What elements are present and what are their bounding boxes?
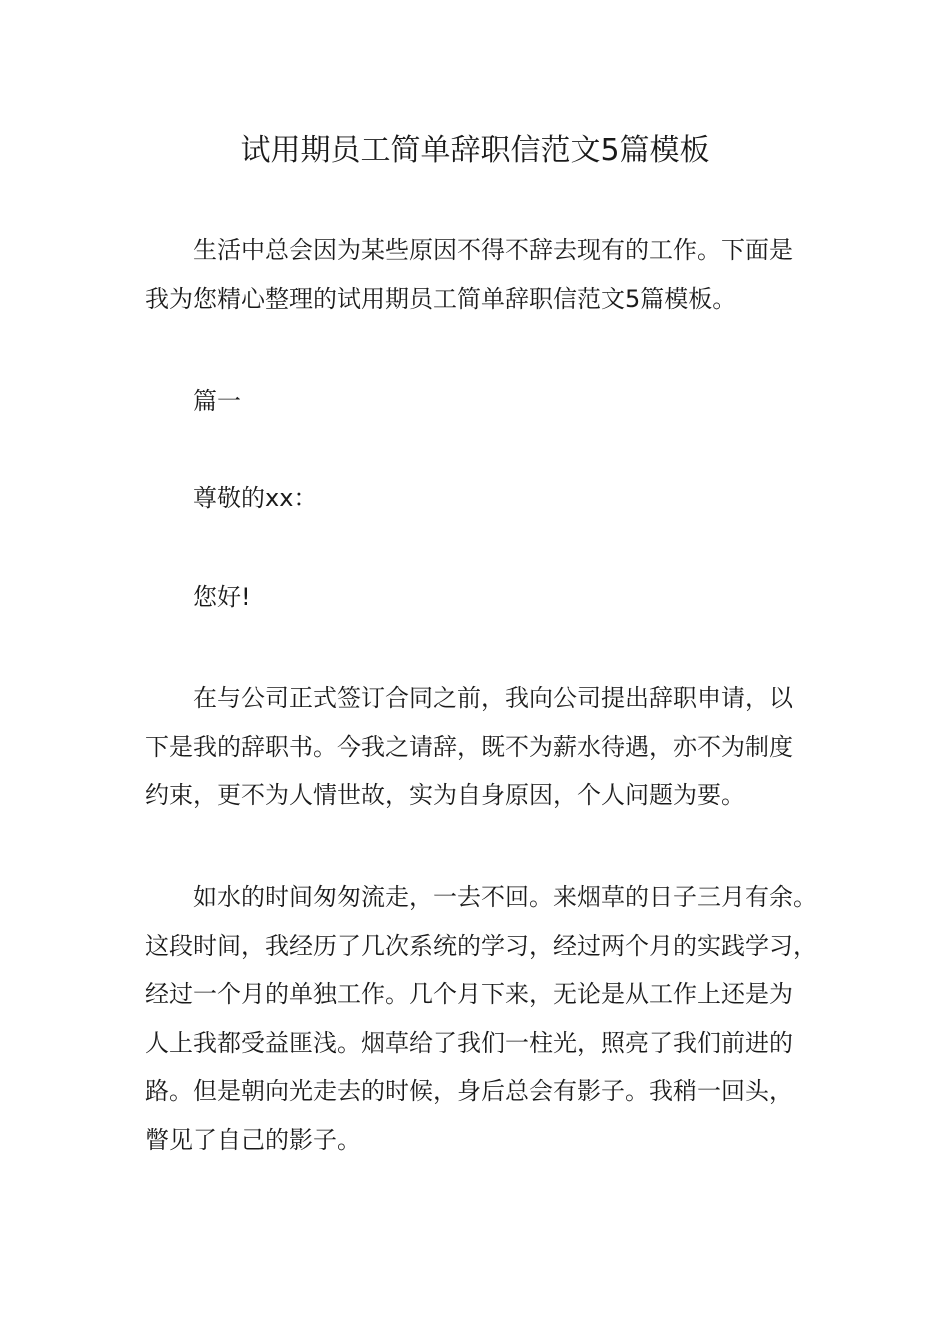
salutation-text: 尊敬的xx：: [193, 484, 318, 512]
intro-paragraph: [145, 226, 825, 323]
text-line: 约束，更不为人情世故，实为自身原因，个人问题为要。: [145, 781, 745, 809]
salutation: [145, 474, 825, 523]
document-title: 试用期员工简单辞职信范文5篇模板: [240, 133, 710, 168]
text-line: 路。但是朝向光走去的时候，身后总会有影子。我稍一回头，: [145, 1077, 793, 1105]
text-line: 瞥见了自己的影子。: [145, 1125, 361, 1154]
text-line: 经过一个月的单独工作。几个月下来，无论是从工作上还是为: [145, 980, 793, 1008]
text-line: 下是我的辞职书。今我之请辞，既不为薪水待遇，亦不为制度: [145, 732, 793, 761]
text-line: 如水的时间匆匆流走，一去不回。来烟草的日子三月有余。: [193, 883, 817, 911]
body-paragraph-2: [145, 873, 825, 1164]
text-line: 我为您精心整理的试用期员工简单辞职信范文5篇模板。: [145, 284, 737, 313]
section-heading-text: 篇一: [193, 387, 241, 415]
text-line: 人上我都受益匪浅。烟草给了我们一柱光，照亮了我们前进的: [145, 1028, 793, 1057]
greeting-text: 您好!: [193, 583, 251, 611]
text-line: 在与公司正式签订合同之前，我向公司提出辞职申请，以: [193, 684, 793, 712]
body-paragraph-1: [145, 674, 825, 820]
section-heading: [145, 377, 825, 426]
text-line: 生活中总会因为某些原因不得不辞去现有的工作。下面是: [193, 236, 793, 264]
text-line: 这段时间，我经历了几次系统的学习，经过两个月的实践学习，: [145, 931, 817, 960]
greeting: [145, 573, 825, 622]
